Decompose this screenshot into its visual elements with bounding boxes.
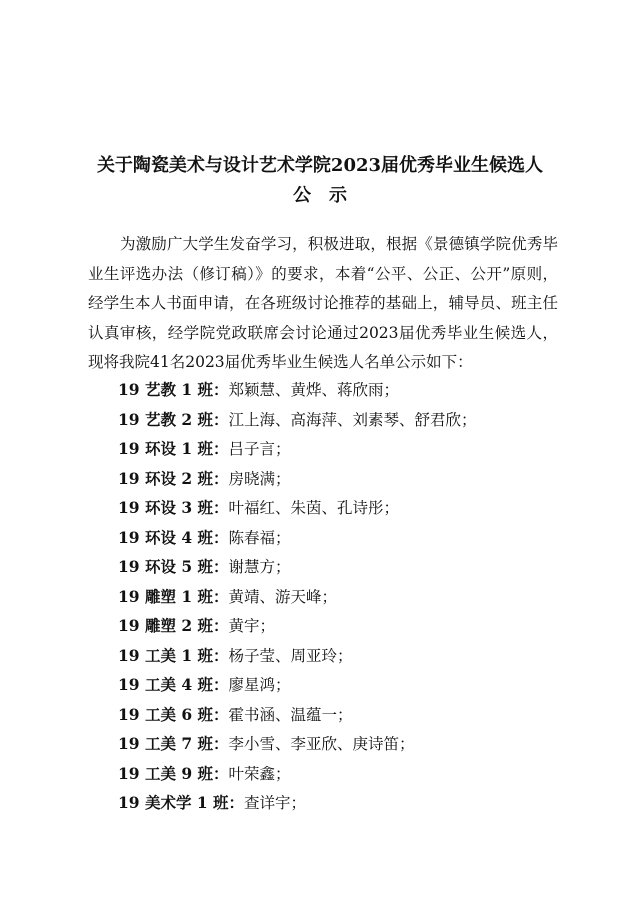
student-names: 郑颖慧、黄烨、蒋欣雨；	[228, 381, 400, 399]
student-names: 叶福红、朱茵、孔诗彤；	[228, 499, 400, 517]
class-label: 19 艺教 1 班：	[118, 380, 229, 399]
list-item	[118, 405, 558, 435]
list-item	[118, 582, 558, 612]
list-item	[118, 434, 558, 464]
class-label: 19 环设 4 班：	[118, 527, 229, 547]
list-item	[118, 523, 558, 553]
document-subtitle: 公示	[293, 185, 365, 206]
list-item	[118, 788, 558, 818]
class-label: 19 环设 5 班：	[118, 557, 229, 576]
student-names: 黄宇；	[228, 617, 276, 635]
student-names: 房晓满；	[228, 469, 291, 488]
class-label: 19 雕塑 2 班：	[118, 616, 229, 635]
list-item	[118, 700, 558, 730]
class-label: 19 环设 1 班：	[118, 439, 229, 458]
list-item	[118, 375, 558, 405]
class-label: 19 工美 9 班：	[118, 763, 229, 783]
list-item	[118, 759, 558, 789]
student-names: 李小雪、李亚欣、庚诗笛；	[228, 735, 415, 753]
student-names: 谢慧方；	[228, 558, 291, 576]
student-names: 叶荣鑫；	[228, 764, 291, 783]
class-label: 19 工美 6 班：	[118, 704, 229, 724]
class-label: 19 工美 4 班：	[118, 675, 229, 694]
list-item	[118, 464, 558, 494]
list-item	[118, 552, 558, 582]
list-item	[118, 493, 558, 523]
student-names: 霍书涵、温蕴一；	[228, 705, 353, 724]
class-label: 19 艺教 2 班：	[118, 409, 229, 429]
student-names: 陈春福；	[228, 528, 291, 547]
class-label: 19 环设 3 班：	[118, 498, 229, 517]
student-names: 江上海、高海萍、刘素琴、舒君欣；	[228, 410, 477, 429]
student-names: 黄靖、游天峰；	[228, 587, 338, 606]
intro-paragraph: 为激励广大学生发奋学习，积极进取，根据《景德镇学院优秀毕业生评选办法（修订稿）》的要求，本着“公平、公正、公开”原则，经学生本人书面申请，在各班级讨论推荐的基础上，辅导员、班主任认真审核，经学院党政联席会讨论通过2023届优秀毕业生候选人，现将我院41名2023届优秀毕业生候选人名单公示如下：	[88, 235, 558, 371]
class-label: 19 环设 2 班：	[118, 468, 229, 488]
class-label: 19 雕塑 1 班：	[118, 586, 229, 606]
document-title: 关于陶瓷美术与设计艺术学院2023届优秀毕业生候选人	[96, 155, 544, 176]
class-label: 19 美术学 1 班：	[118, 793, 245, 812]
student-names: 吕子言；	[228, 440, 291, 458]
student-names: 廖星鸿；	[228, 676, 291, 694]
list-item	[118, 729, 558, 759]
list-item	[118, 641, 558, 671]
student-names: 杨子莹、周亚玲；	[228, 646, 353, 665]
list-item	[118, 670, 558, 700]
list-item	[118, 611, 558, 641]
candidate-list	[118, 375, 558, 818]
class-label: 19 工美 1 班：	[118, 645, 229, 665]
class-label: 19 工美 7 班：	[118, 734, 229, 753]
student-names: 查详宇；	[244, 794, 307, 812]
